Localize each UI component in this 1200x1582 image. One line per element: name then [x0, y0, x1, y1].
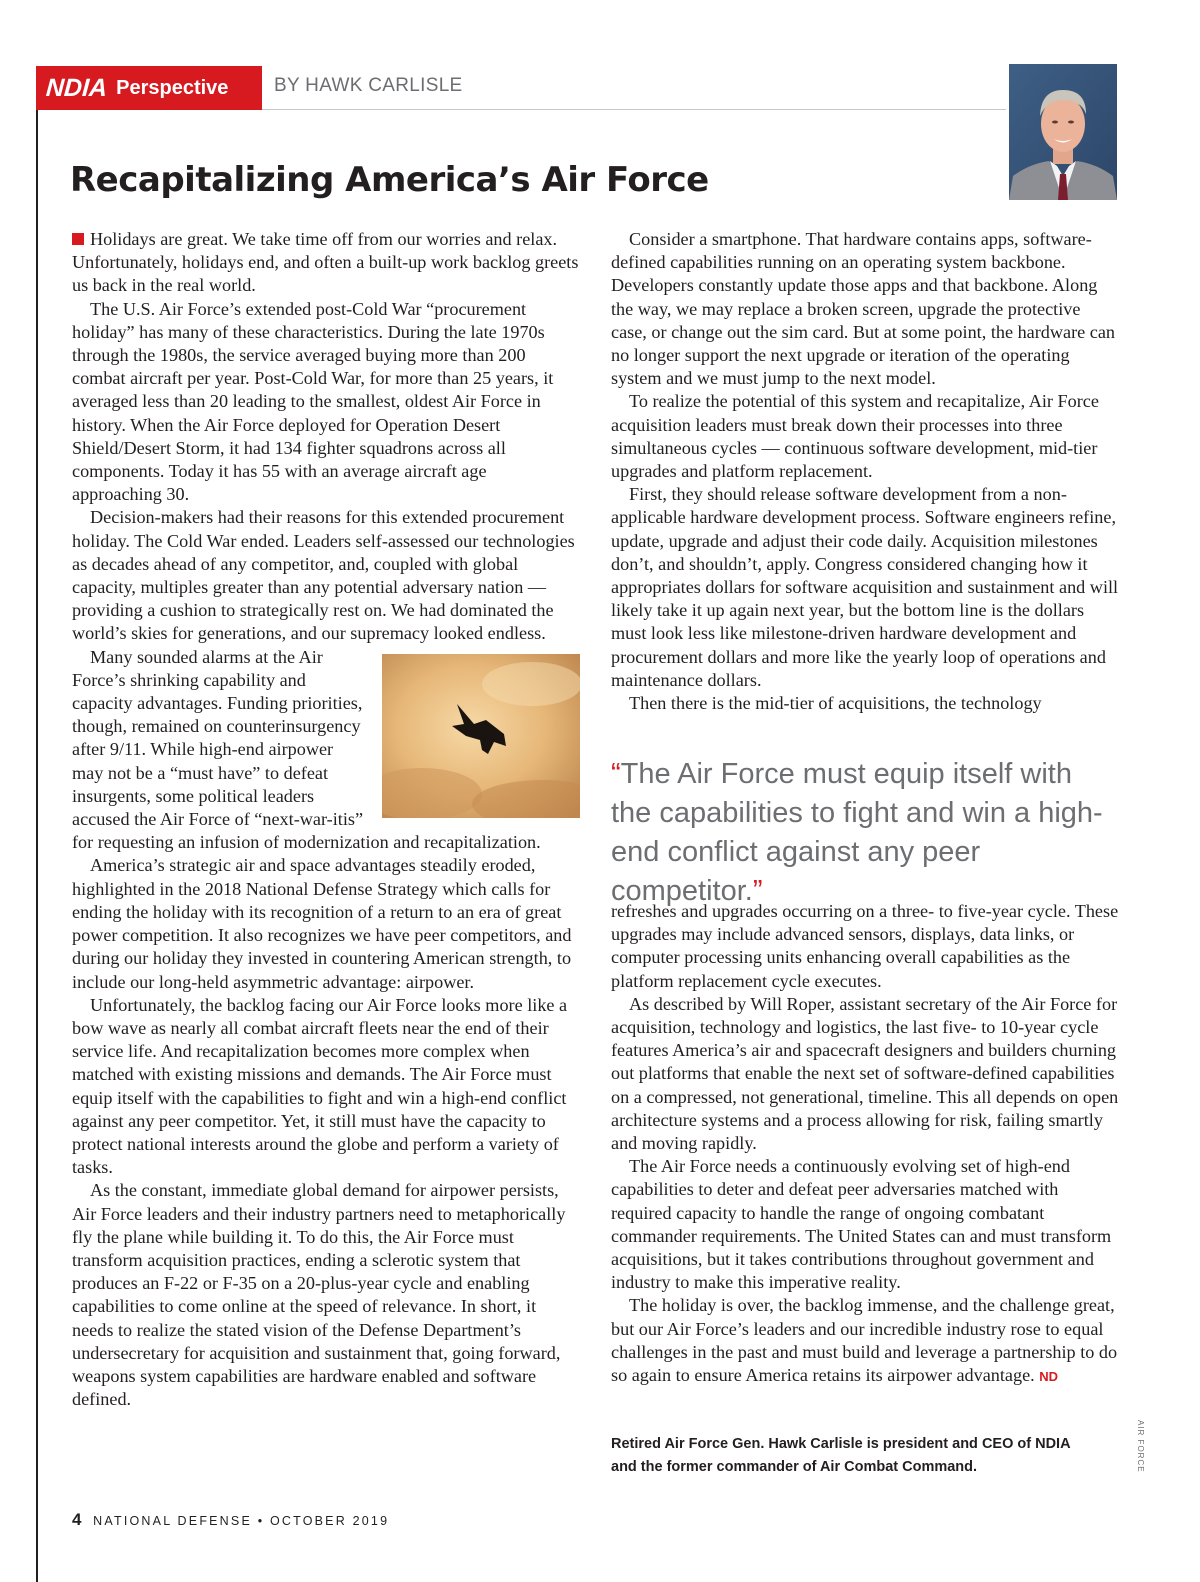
pull-quote-text: The Air Force must equip itself with the capabilities to fight and win a high-end conflict against any peer competitor. — [611, 758, 1103, 907]
section-label: Perspective — [116, 76, 229, 99]
right-column-bottom — [611, 900, 1119, 1388]
paragraph: The U.S. Air Force’s extended post-Cold War “procurement holiday” has many of these characteristics. During the late 1970s through the 1980s, the service averaged buying more than 200 combat aircraft per year. Post-Cold War, for more than 25 years, it averaged less than 20 leading to the smallest, oldest Air Force in history. When the Air Force deployed for Operation Desert Shield/Desert Storm, it had 134 fighter squadrons across all components. Today it has 55 with an average aircraft age approaching 30. — [72, 298, 554, 505]
close-quote-mark: ” — [752, 875, 763, 907]
paragraph: Many sounded alarms at the Air Force’s shrinking capability and capacity advantages. Funding priorities, though, remained on counterinsurgency after 9/11. While high-end airpower may not be a “must have” to defeat insurgents, some political leaders accused the Air Force of “next-war-itis” for requesting an infusion of modernization and recapitalization. — [72, 646, 541, 853]
paragraph-text: Holidays are great. We take time off from our worries and relax. Unfortunately, holidays end, and often a built-up work backlog greets us back in the real world. — [72, 229, 579, 296]
right-column-top — [611, 228, 1119, 715]
red-square-icon — [72, 233, 84, 245]
paragraph: Then there is the mid-tier of acquisitions, the technology — [629, 693, 1042, 714]
ndia-logo: NDIA — [45, 73, 109, 102]
paragraph: Decision-makers had their reasons for this extended procurement holiday. The Cold War ended. Leaders self-assessed our technologies as decades ahead of any competitor, and, coupled with global capacity, multiples greater than any potential adversary nation — providing a cushion to strategically rest on. We had dominated the world’s skies for generations, and our supremacy looked endless. — [72, 507, 575, 644]
paragraph: First, they should release software development from a non-applicable hardware development process. Software engineers refine, update, upgrade and adjust their code daily. Acquisition milestones don’t, and shouldn’t, apply. Congress considered changing how it appropriates dollars for software acquisition and sustainment and will likely take it up again next year, but the bottom line is the dollars must look less like milestone-driven hardware development and procurement dollars and more like the yearly loop of operations and maintenance dollars. — [611, 484, 1119, 690]
paragraph: Unfortunately, the backlog facing our Air Force looks more like a bow wave as nearly all combat aircraft fleets near the end of their service life. And recapitalization becomes more complex when matched with existing missions and demands. The Air Force must equip itself with the capabilities to fight and win a high-end conflict against any peer competitor. Yet, it still must have the capacity to protect national interests around the globe and perform a variety of tasks. — [72, 994, 568, 1178]
photo-credit: AIR FORCE — [1136, 1420, 1145, 1473]
author-portrait — [1009, 64, 1117, 200]
paragraph-text: The holiday is over, the backlog immense, and the challenge great, but our Air Force’s leaders and our incredible industry rose to equal challenges in the past and must build and leverage a partnership to do so again to ensure America retains its airpower advantage. — [611, 1295, 1118, 1386]
paragraph: The Air Force needs a continuously evolving set of high-end capabilities to deter and defeat peer adversaries matched with required capacity to handle the range of ongoing combatant commander requirements. The United States can and must transform acquisitions, but it takes contributions throughout government and industry to make this imperative reality. — [611, 1156, 1112, 1293]
paragraph: As described by Will Roper, assistant secretary of the Air Force for acquisition, technology and logistics, the last five- to 10-year cycle features America’s air and spacecraft designers and builders churning out platforms that enable the next set of software-defined capabilities on a compressed, not generational, timeline. This all depends on open architecture systems and a process allowing for risk, failing smartly and moving rapidly. — [611, 993, 1119, 1154]
footer-separator: • — [257, 1514, 265, 1528]
publication-name: NATIONAL DEFENSE — [93, 1514, 252, 1528]
left-margin-rule — [36, 66, 38, 1582]
jet-silhouette-image — [382, 654, 580, 818]
paragraph: America’s strategic air and space advantages steadily eroded, highlighted in the 2018 National Defense Strategy which calls for ending the holiday with its recognition of a return to an era of great power competition. It also recognizes we have peer competitors, and during our holiday they invested in countering American strength, to include our long-held asymmetric advantage: airpower. — [72, 855, 572, 992]
paragraph: To realize the potential of this system and recapitalize, Air Force acquisition leaders must break down their processes into three simultaneous cycles — continuous software development, mid-tier upgrades and platform replacement. — [611, 391, 1099, 482]
left-column — [72, 228, 580, 1411]
page-number: 4 — [72, 1510, 82, 1529]
paragraph — [72, 228, 580, 298]
paragraph — [611, 1294, 1119, 1388]
paragraph: Consider a smartphone. That hardware contains apps, software-defined capabilities running on an operating system backbone. Developers constantly update those apps and that backbone. Along the way, we may replace a broken screen, upgrade the protective case, or change out the sim card. But at some point, the hardware can no longer support the next upgrade or iteration of the operating system and we must jump to the next model. — [611, 229, 1116, 389]
header-rule — [262, 109, 1006, 110]
article-title: Recapitalizing America’s Air Force — [70, 160, 709, 200]
paragraph: As the constant, immediate global demand for airpower persists, Air Force leaders and their industry partners need to metaphorically fly the plane while building it. To do this, the Air Force must transform acquisition practices, ending a sclerotic system that produces an F-22 or F-35 on a 20-plus-year cycle and enabling capabilities to come online at the speed of relevance. In short, it needs to realize the stated vision of the Defense Department’s undersecretary for acquisition and sustainment that, going forward, weapons system capabilities are hardware enabled and software defined. — [72, 1180, 566, 1410]
open-quote-mark: “ — [611, 758, 621, 790]
end-mark: ND — [1039, 1369, 1059, 1385]
issue-date: OCTOBER 2019 — [269, 1514, 390, 1528]
pull-quote — [611, 755, 1111, 911]
section-badge — [36, 66, 262, 110]
page-footer — [72, 1510, 389, 1530]
paragraph: refreshes and upgrades occurring on a three- to five-year cycle. These upgrades may include advanced sensors, displays, data links, or computer processing units enhancing overall capabilities as the platform replacement cycle executes. — [611, 901, 1119, 991]
byline: BY HAWK CARLISLE — [274, 75, 463, 96]
author-bio: Retired Air Force Gen. Hawk Carlisle is president and CEO of NDIA and the former commander of Air Combat Command. — [611, 1436, 1071, 1475]
